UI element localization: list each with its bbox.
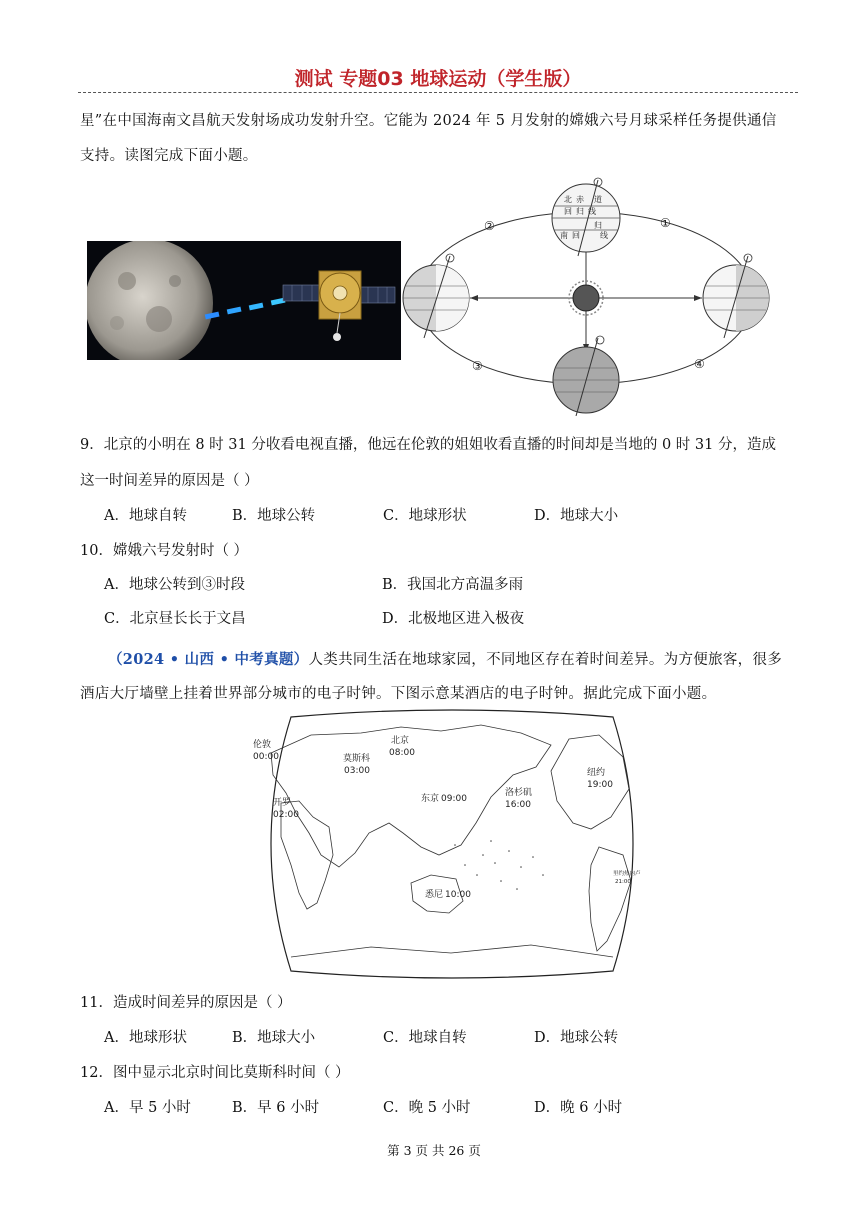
q12-option-a[interactable]: A．早 5 小时 <box>104 1100 191 1116</box>
svg-text:线: 线 <box>600 231 608 240</box>
context-2-line-2: 酒店大厅墙壁上挂着世界部分城市的电子时钟。下图示意某酒店的电子时钟。据此完成下面小题。 <box>80 686 717 702</box>
globe-label: 北 <box>564 195 572 204</box>
question-11-stem: 11．造成时间差异的原因是（ ） <box>80 995 292 1011</box>
moon-satellite-photo <box>87 241 401 360</box>
q10-option-d[interactable]: D．北极地区进入极夜 <box>382 611 525 627</box>
intro-line-1: 星”在中国海南文昌航天发射场成功发射升空。它能为 2024 年 5 月发射的嫦娥六号月球采样任务提供通信 <box>80 113 777 129</box>
city-label-tokyo: 东京 <box>421 794 440 804</box>
q11-option-c[interactable]: C．地球自转 <box>383 1030 467 1046</box>
globe-top <box>552 178 620 256</box>
page-title: 测试 专题03 地球运动（学生版） <box>294 68 582 90</box>
q11-option-a[interactable]: A．地球形状 <box>104 1030 187 1046</box>
svg-text:回: 回 <box>564 207 572 216</box>
intro-line-2: 支持。读图完成下面小题。 <box>80 148 258 164</box>
question-9-stem-cont: 这一时间差异的原因是（ ） <box>80 473 259 489</box>
sun-icon <box>573 285 599 311</box>
svg-text:道: 道 <box>594 195 602 204</box>
city-time-sydney: 10:00 <box>445 890 471 900</box>
q10-option-b[interactable]: B．我国北方高温多雨 <box>382 577 524 593</box>
globe-bottom <box>553 336 619 416</box>
city-time-new-york: 19:00 <box>587 780 613 790</box>
svg-text:归: 归 <box>576 207 584 216</box>
city-label-rio: 里约热内卢 <box>613 871 641 877</box>
city-time-cairo: 02:00 <box>273 810 299 820</box>
orbit-segment-label: ① <box>660 216 671 230</box>
city-label-new-york: 纽约 <box>587 768 606 778</box>
city-label-london: 伦敦 <box>253 740 272 750</box>
q10-option-c[interactable]: C．北京昼长长于文昌 <box>104 611 246 627</box>
q12-option-d[interactable]: D．晚 6 小时 <box>534 1100 623 1116</box>
q9-option-d[interactable]: D．地球大小 <box>534 508 619 524</box>
city-time-los-angeles: 16:00 <box>505 800 531 810</box>
context-2-line-1: （2024 • 山西 • 中考真题）人类共同生活在地球家园，不同地区存在着时间差异。为方便旅客，很多 <box>108 651 783 668</box>
orbit-segment-label: ③ <box>472 359 483 373</box>
city-label-cairo: 开罗 <box>273 798 292 808</box>
city-time-beijing: 08:00 <box>389 748 415 758</box>
question-12-stem: 12．图中显示北京时间比莫斯科时间（ ） <box>80 1065 350 1081</box>
globe-left <box>403 254 469 338</box>
city-time-rio: 21:00 <box>615 879 631 885</box>
orbit-segment-label: ④ <box>694 357 705 371</box>
q9-option-c[interactable]: C．地球形状 <box>383 508 467 524</box>
q9-option-a[interactable]: A．地球自转 <box>104 508 187 524</box>
q11-option-b[interactable]: B．地球大小 <box>232 1030 316 1046</box>
header-divider <box>78 92 798 93</box>
city-time-moscow: 03:00 <box>344 766 370 776</box>
city-label-los-angeles: 洛杉矶 <box>505 788 533 798</box>
moon <box>87 241 213 360</box>
city-time-tokyo: 09:00 <box>441 794 467 804</box>
city-label-beijing: 北京 <box>391 736 410 746</box>
source-tag: （2024 • 山西 • 中考真题） <box>108 651 309 668</box>
q12-option-b[interactable]: B．早 6 小时 <box>232 1100 320 1116</box>
question-9-stem: 9．北京的小明在 8 时 31 分收看电视直播，他远在伦敦的姐姐收看直播的时间却是当地的 0 时 31 分，造成 <box>80 437 776 453</box>
svg-text:赤: 赤 <box>576 195 584 204</box>
orbit-segment-label: ② <box>484 219 495 233</box>
earth-orbit-diagram <box>398 176 778 420</box>
page-footer: 第 3 页 共 26 页 <box>387 1143 481 1158</box>
svg-text:线: 线 <box>588 207 596 216</box>
question-10-stem: 10．嫦娥六号发射时（ ） <box>80 543 249 559</box>
svg-text:回: 回 <box>572 231 580 240</box>
q11-option-d[interactable]: D．地球公转 <box>534 1030 619 1046</box>
svg-text:归: 归 <box>594 221 602 230</box>
city-label-sydney: 悉尼 <box>425 890 444 900</box>
svg-text:南: 南 <box>560 231 568 240</box>
globe-right <box>703 254 769 338</box>
q9-option-b[interactable]: B．地球公转 <box>232 508 316 524</box>
q12-option-c[interactable]: C．晚 5 小时 <box>383 1100 471 1116</box>
city-label-moscow: 莫斯科 <box>343 754 371 764</box>
q10-option-a[interactable]: A．地球公转到③时段 <box>104 577 245 593</box>
world-time-map <box>251 705 653 987</box>
city-time-london: 00:00 <box>253 752 279 762</box>
